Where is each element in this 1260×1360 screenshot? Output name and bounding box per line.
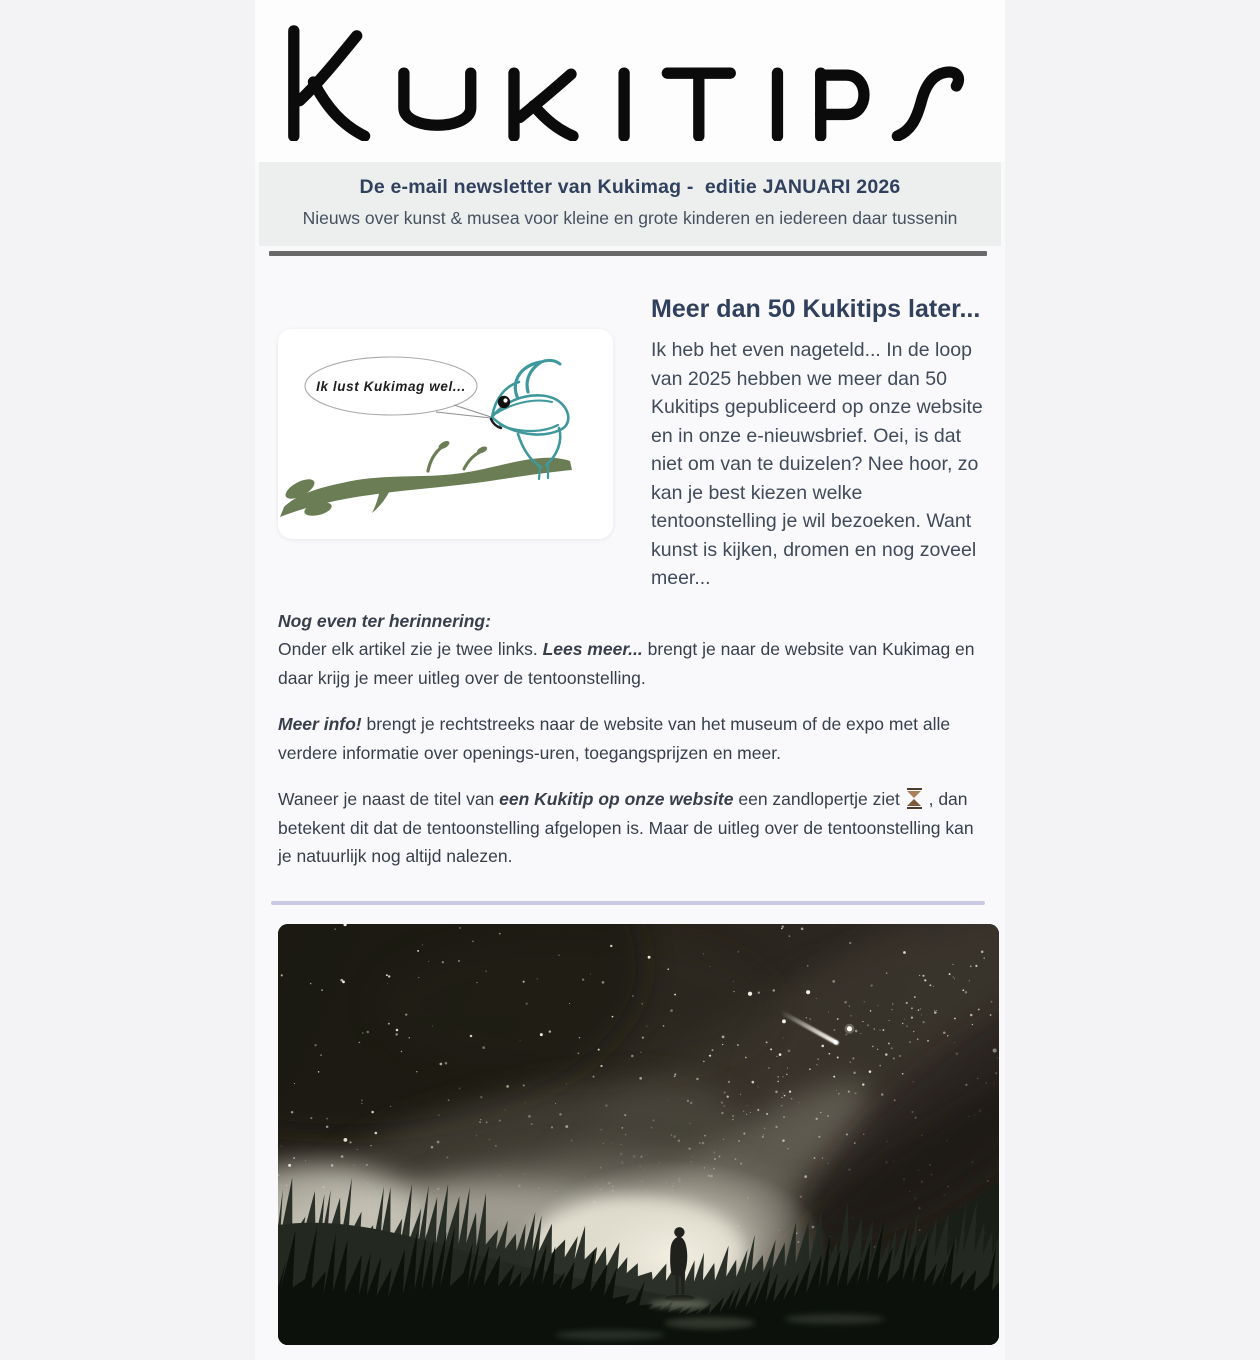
reminder-section — [255, 593, 1005, 871]
text-run: een zandlopertje ziet — [733, 789, 905, 809]
newsletter-title-band — [259, 162, 1001, 246]
mascot-card — [278, 329, 613, 539]
night-sky-scene — [278, 924, 999, 1345]
mascot-bird-illustration — [278, 329, 613, 539]
text-run: een Kukitip op onze website — [499, 789, 734, 809]
text-run: , dan betekent dit dat de tentoonstelling afgelopen is. Maar de uitleg over de tentoonstelling kan je natuurlijk nog altijd nalezen. — [278, 789, 974, 866]
reminder-heading-text: Nog even ter herinnering: — [278, 610, 491, 631]
text-run: Onder elk artikel zie je twee links. — [278, 639, 543, 659]
bird-eye — [498, 396, 510, 408]
reminder-links-paragraph — [278, 635, 988, 692]
speech-bubble — [305, 357, 491, 418]
article-text-column — [651, 296, 993, 593]
night-sky-artwork — [278, 924, 999, 1345]
newsletter-email — [255, 0, 1005, 1360]
newsletter-title: De e-mail newsletter van Kukimag - editie JANUARI 2026 — [359, 176, 901, 198]
text-run: Lees meer... — [542, 639, 643, 659]
logo-header — [255, 0, 1005, 162]
speech-bubble-text: Ik lust Kukimag wel... — [316, 379, 466, 394]
article-title: Meer dan 50 Kukitips later... — [651, 295, 981, 323]
text-run: Waneer je naast de titel van — [278, 789, 500, 809]
reminder-hourglass-paragraph — [278, 785, 988, 871]
hourglass-icon — [907, 788, 922, 809]
text-run: brengt je rechtstreeks naar de website van het museum of de expo met alle verdere informatie over openings-uren, toegangsprijzen en meer. — [278, 714, 951, 763]
reminder-heading — [278, 607, 988, 636]
reminder-meerinfo-paragraph — [278, 710, 988, 767]
branch-graphic — [280, 439, 572, 518]
article-section — [255, 256, 1005, 593]
newsletter-subtitle: Nieuws over kunst & musea voor kleine en grote kinderen en iedereen daar tussenin — [302, 208, 958, 228]
text-run: Meer info! — [278, 714, 362, 734]
kukitips-logo — [272, 25, 988, 141]
article-body: Ik heb het even nageteld... In de loop van 2025 hebben we meer dan 50 Kukitips gepubliceerd op onze website en in onze e-nieuwsbrief. Oei, is dat niet om van te duizelen? Nee hoor, zo kan je best kiezen welke tentoonstelling je wil bezoeken. Want kunst is kijken, dromen en nog zoveel meer... — [651, 339, 983, 589]
text-run: brengt je naar de website van Kukimag en daar krijg je meer uitleg over de tentoonstelling. — [278, 639, 975, 688]
section-divider — [271, 901, 985, 905]
